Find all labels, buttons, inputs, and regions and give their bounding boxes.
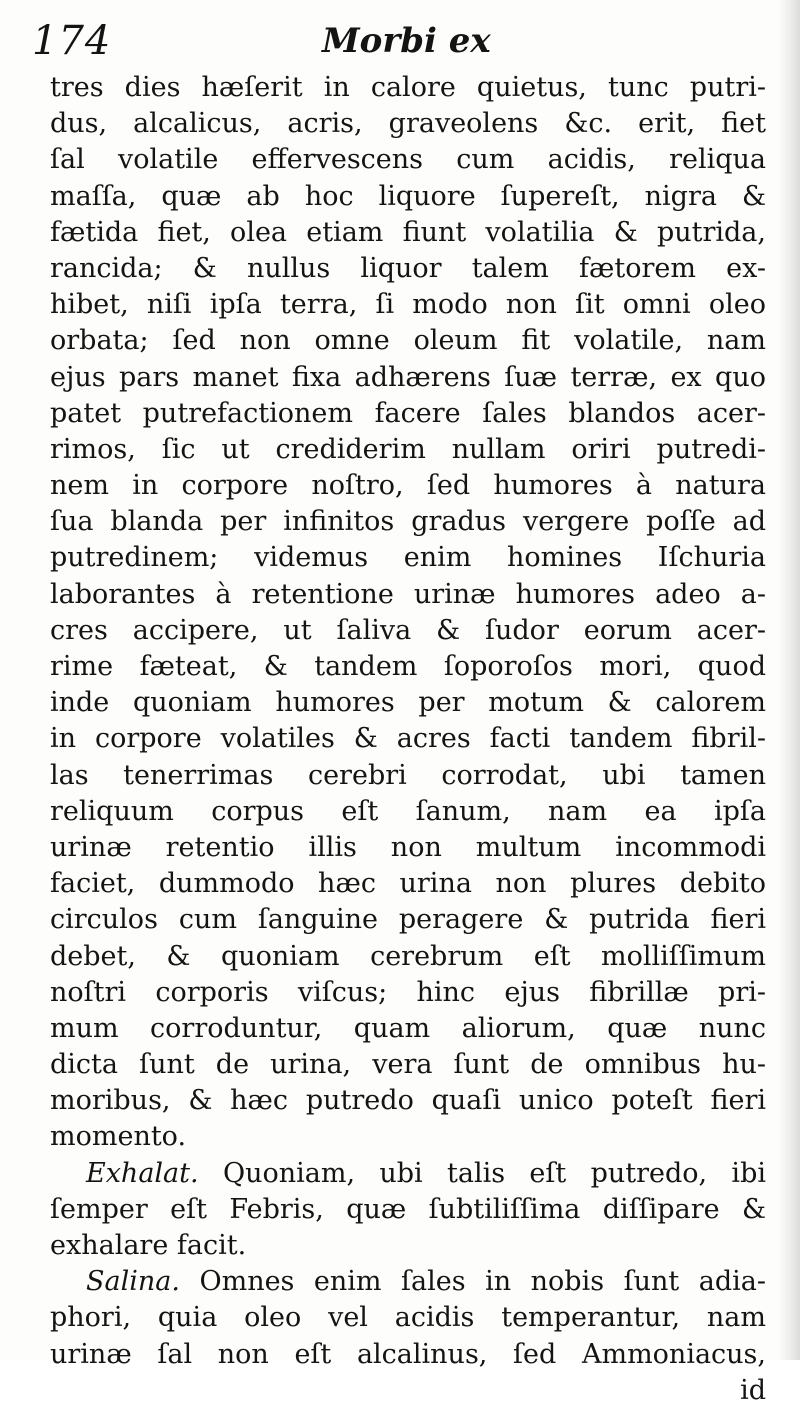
text-line: mum corroduntur, quam aliorum, quæ nunc	[50, 1012, 766, 1044]
text-line: ejus pars manet fixa adhærens ſuæ terræ, ex quo	[50, 361, 766, 393]
text-line: dus, alcalicus, acris, graveolens &c. erit, fiet	[50, 108, 766, 140]
catchword: id	[740, 1374, 766, 1406]
text-line: phori, quia oleo vel acidis temperantur, nam	[50, 1302, 766, 1334]
text-line: ſua blanda per infinitos gradus vergere poſſe ad	[50, 506, 766, 538]
text-line: debet, & quoniam cerebrum eſt molliſſimum	[50, 940, 766, 972]
page-header	[32, 14, 752, 68]
running-head: Morbi ex	[322, 21, 491, 61]
body-text	[50, 70, 766, 1409]
text-line: tres dies hæſerit in calore quietus, tunc putri-	[50, 72, 766, 103]
text-line: faciet, dummodo hæc urina non plures debito	[50, 868, 766, 900]
text-line: rancida; & nullus liquor talem fætorem ex-	[50, 252, 766, 284]
text-line: ſal volatile effervescens cum acidis, reliqua	[50, 144, 766, 176]
text-line: noſtri corporis viſcus; hinc ejus fibrillæ pri-	[50, 976, 766, 1008]
salina-first-text: Omnes enim ſales in nobis ſunt adia-	[199, 1266, 766, 1298]
text-line: hibet, niſi ipſa terra, ſi modo non ſit omni oleo	[50, 289, 766, 321]
text-line: rime fæteat, & tandem ſoporoſos mori, quod	[50, 651, 766, 682]
text-line: rimos, ſic ut crediderim nullam oriri putredi-	[50, 433, 766, 465]
paragraph-salina-first-line	[50, 1264, 766, 1300]
text-line: circulos cum ſanguine peragere & putrida fieri	[50, 904, 766, 936]
text-line: in corpore volatiles & acres facti tandem fibril-	[50, 723, 766, 755]
paragraph-exhalat-first-line	[50, 1156, 766, 1192]
text-line: exhalare facit.	[50, 1230, 247, 1261]
text-line: putredinem; videmus enim homines Iſchuria	[50, 542, 766, 574]
text-line: maſſa, quæ ab hoc liquore ſupereſt, nigra &	[50, 180, 766, 212]
page-edge-shadow	[778, 0, 800, 1360]
text-line: orbata; ſed non omne oleum fit volatile, nam	[50, 325, 766, 357]
text-line: urinæ retentio illis non multum incommodi	[50, 831, 766, 863]
text-line: reliquum corpus eſt ſanum, nam ea ipſa	[50, 795, 766, 827]
text-line: laborantes à retentione urinæ humores adeo a-	[50, 578, 766, 610]
page-number: 174	[32, 18, 112, 64]
exhalat-first-text: Quoniam, ubi talis eſt putredo, ibi	[222, 1157, 766, 1189]
text-line: nem in corpore noſtro, ſed humores à natura	[50, 470, 766, 502]
salina-marginal-label: Salina.	[86, 1266, 180, 1298]
text-line: inde quoniam humores per motum & calorem	[50, 687, 766, 719]
text-line: moribus, & hæc putredo quaſi unico poteſt fieri	[50, 1085, 766, 1117]
exhalat-marginal-label: Exhalat.	[86, 1157, 199, 1189]
text-line: cres accipere, ut ſaliva & ſudor eorum acer-	[50, 614, 766, 646]
text-line: patet putrefactionem facere ſales blandos acer-	[50, 397, 766, 429]
text-line: las tenerrimas cerebri corrodat, ubi tamen	[50, 759, 766, 791]
text-line: momento.	[50, 1121, 187, 1153]
text-line: dicta ſunt de urina, vera ſunt de omnibus hu-	[50, 1049, 766, 1081]
text-line: fætida fiet, olea etiam fiunt volatilia & putrida,	[50, 216, 766, 248]
text-line: ſemper eſt Febris, quæ ſubtiliſſima diſſipare &	[50, 1193, 766, 1225]
text-line: urinæ ſal non eſt alcalinus, ſed Ammoniacus,	[50, 1338, 766, 1370]
